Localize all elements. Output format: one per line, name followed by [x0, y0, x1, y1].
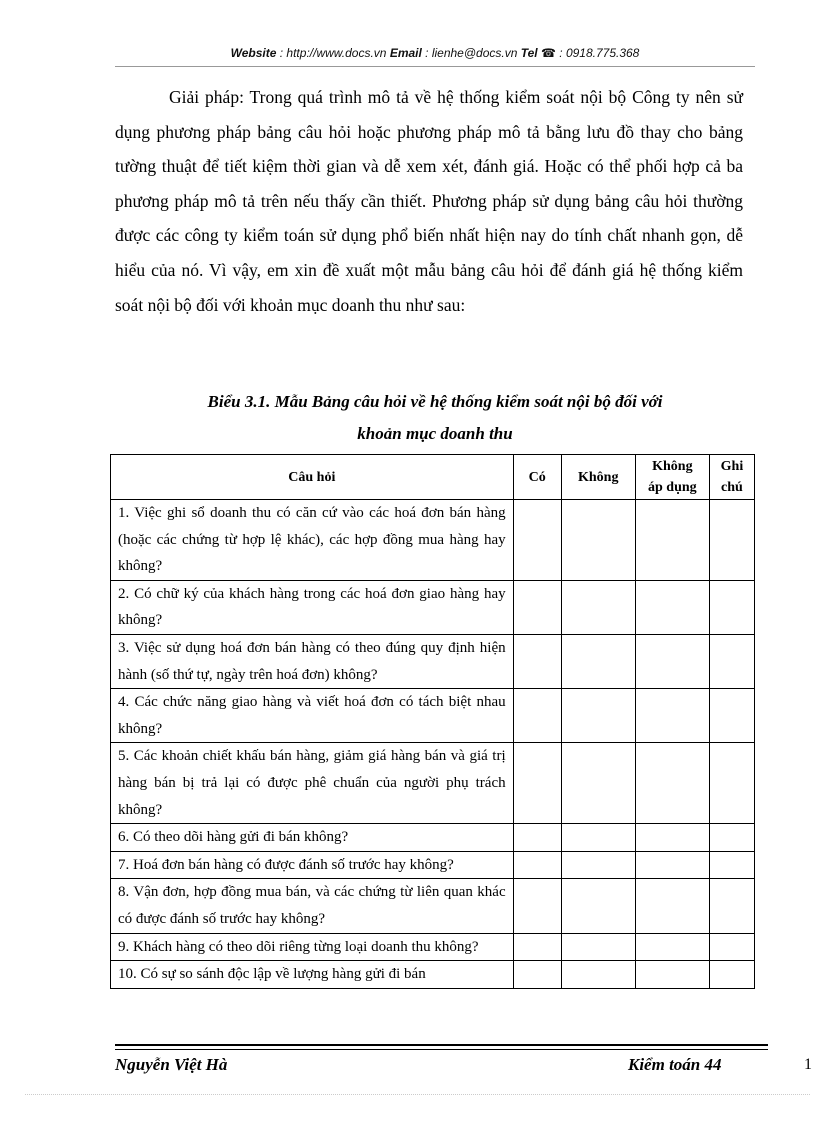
- no-cell[interactable]: [561, 500, 635, 581]
- question-cell: 1. Việc ghi sổ doanh thu có căn cứ vào các hoá đơn bán hàng (hoặc các chứng từ hợp lệ khác), các hợp đồng mua hàng hay không?: [111, 500, 514, 581]
- yes-cell[interactable]: [513, 851, 561, 879]
- header-note-line2: chú: [721, 480, 743, 495]
- na-cell[interactable]: [635, 824, 709, 852]
- yes-cell[interactable]: [513, 879, 561, 933]
- no-cell[interactable]: [561, 743, 635, 824]
- yes-cell[interactable]: [513, 933, 561, 961]
- no-cell[interactable]: [561, 824, 635, 852]
- questionnaire-table: [110, 454, 755, 989]
- no-cell[interactable]: [561, 634, 635, 688]
- note-cell[interactable]: [709, 851, 754, 879]
- question-cell: 5. Các khoản chiết khấu bán hàng, giảm giá hàng bán và giá trị hàng bán bị trả lại có được phê chuẩn của người phụ trách không?: [111, 743, 514, 824]
- question-cell: 3. Việc sử dụng hoá đơn bán hàng có theo đúng quy định hiện hành (số thứ tự, ngày trên hoá đơn) không?: [111, 634, 514, 688]
- na-cell[interactable]: [635, 634, 709, 688]
- table-row: [111, 824, 755, 852]
- na-cell[interactable]: [635, 500, 709, 581]
- header-na-line1: Không: [652, 459, 693, 474]
- table-row: [111, 961, 755, 989]
- yes-cell[interactable]: [513, 824, 561, 852]
- no-cell[interactable]: [561, 580, 635, 634]
- table-row: [111, 933, 755, 961]
- header-no: Không: [561, 455, 635, 500]
- header-not-applicable: [635, 455, 709, 500]
- page-header: [115, 46, 755, 60]
- footer-divider-thin: [115, 1049, 768, 1050]
- page-bottom-divider: [25, 1094, 810, 1095]
- note-cell[interactable]: [709, 961, 754, 989]
- table-row: [111, 743, 755, 824]
- note-cell[interactable]: [709, 689, 754, 743]
- no-cell[interactable]: [561, 689, 635, 743]
- header-yes: Có: [513, 455, 561, 500]
- note-cell[interactable]: [709, 500, 754, 581]
- table-row: [111, 879, 755, 933]
- na-cell[interactable]: [635, 743, 709, 824]
- yes-cell[interactable]: [513, 634, 561, 688]
- yes-cell[interactable]: [513, 500, 561, 581]
- question-cell: 4. Các chức năng giao hàng và viết hoá đơn có tách biệt nhau không?: [111, 689, 514, 743]
- question-cell: 10. Có sự so sánh độc lập về lượng hàng gửi đi bán: [111, 961, 514, 989]
- na-cell[interactable]: [635, 689, 709, 743]
- note-cell[interactable]: [709, 743, 754, 824]
- header-question: Câu hỏi: [111, 455, 514, 500]
- no-cell[interactable]: [561, 961, 635, 989]
- yes-cell[interactable]: [513, 689, 561, 743]
- no-cell[interactable]: [561, 851, 635, 879]
- question-cell: 9. Khách hàng có theo dõi riêng từng loại doanh thu không?: [111, 933, 514, 961]
- na-cell[interactable]: [635, 933, 709, 961]
- header-na-line2: áp dụng: [648, 480, 697, 495]
- table-header-row: [111, 455, 755, 500]
- header-divider: [115, 66, 755, 67]
- question-cell: 8. Vận đơn, hợp đồng mua bán, và các chứng từ liên quan khác có được đánh số trước hay không?: [111, 879, 514, 933]
- footer-author: Nguyễn Việt Hà: [115, 1055, 228, 1074]
- intro-paragraph: Giải pháp: Trong quá trình mô tả về hệ thống kiểm soát nội bộ Công ty nên sử dụng phương pháp bảng câu hỏi hoặc phương pháp mô tả bằng lưu đồ thay cho bảng tường thuật để tiết kiệm thời gian và dễ xem xét, đánh giá. Hoặc có thể phối hợp cả ba phương pháp mô tả trên nếu thấy cần thiết. Phương pháp sử dụng bảng câu hỏi thường được các công ty kiểm toán sử dụng phổ biến nhất hiện nay do tính chất nhanh gọn, dễ hiểu của nó. Vì vậy, em xin đề xuất một mẫu bảng câu hỏi để đánh giá hệ thống kiểm soát nội bộ đối với khoản mục doanh thu như sau:: [115, 87, 743, 315]
- table-row: [111, 851, 755, 879]
- email-value: : lienhe@docs.vn: [421, 46, 521, 60]
- table-caption-line1: Biểu 3.1. Mẫu Bảng câu hỏi về hệ thống kiểm soát nội bộ đối với: [207, 392, 663, 411]
- table-caption-line2: khoản mục doanh thu: [357, 424, 513, 443]
- note-cell[interactable]: [709, 879, 754, 933]
- footer-divider-thick: [115, 1044, 768, 1046]
- tel-label: Tel: [520, 46, 538, 60]
- note-cell[interactable]: [709, 580, 754, 634]
- na-cell[interactable]: [635, 961, 709, 989]
- no-cell[interactable]: [561, 933, 635, 961]
- question-cell: 2. Có chữ ký của khách hàng trong các hoá đơn giao hàng hay không?: [111, 580, 514, 634]
- question-cell: 6. Có theo dõi hàng gửi đi bán không?: [111, 824, 514, 852]
- no-cell[interactable]: [561, 879, 635, 933]
- website-value: : http://www.docs.vn: [276, 46, 390, 60]
- note-cell[interactable]: [709, 634, 754, 688]
- email-label: Email: [389, 46, 422, 60]
- phone-icon: ☎: [540, 46, 556, 60]
- table-row: [111, 580, 755, 634]
- yes-cell[interactable]: [513, 961, 561, 989]
- table-row: [111, 500, 755, 581]
- yes-cell[interactable]: [513, 580, 561, 634]
- note-cell[interactable]: [709, 933, 754, 961]
- yes-cell[interactable]: [513, 743, 561, 824]
- na-cell[interactable]: [635, 580, 709, 634]
- tel-value: : 0918.775.368: [555, 46, 640, 60]
- website-label: Website: [230, 46, 277, 60]
- footer-class: Kiểm toán 44: [628, 1055, 722, 1074]
- note-cell[interactable]: [709, 824, 754, 852]
- table-row: [111, 689, 755, 743]
- header-note-line1: Ghi: [720, 459, 744, 474]
- question-cell: 7. Hoá đơn bán hàng có được đánh số trước hay không?: [111, 851, 514, 879]
- header-note: [709, 455, 754, 500]
- na-cell[interactable]: [635, 851, 709, 879]
- na-cell[interactable]: [635, 879, 709, 933]
- page-number: 1: [804, 1056, 812, 1073]
- table-row: [111, 634, 755, 688]
